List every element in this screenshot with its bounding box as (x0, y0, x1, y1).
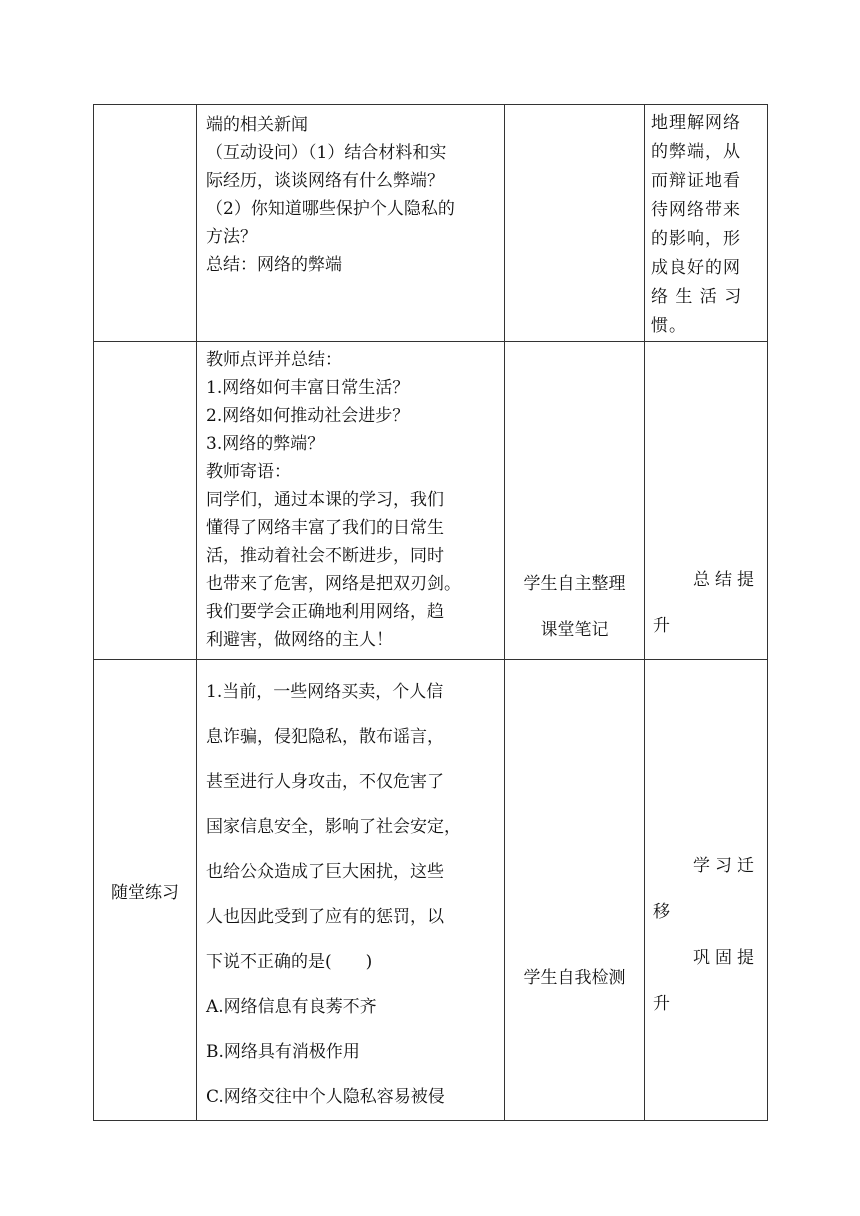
content-line: 1.网络如何丰富日常生活？ (206, 378, 410, 398)
content-cell (197, 660, 505, 1121)
content-line: （互动设问）（1）结合材料和实 (206, 143, 447, 163)
content-line: 甚至进行人身攻击，不仅危害了 (206, 772, 444, 792)
content-line: （2）你知道哪些保护个人隐私的 (206, 199, 455, 219)
content-cell (197, 105, 505, 342)
content-line: 也带来了危害，网络是把双刃剑。 (206, 574, 461, 594)
purpose-cell (645, 660, 768, 1121)
purpose-cell (645, 105, 768, 342)
purpose-line: 待网络带来 (651, 200, 741, 220)
content-line: 际经历，谈谈网络有什么弊端？ (206, 171, 444, 191)
content-line: A.网络信息有良莠不齐 (206, 997, 377, 1017)
content-line: 同学们，通过本课的学习，我们 (206, 490, 444, 510)
table-row (94, 660, 768, 1121)
content-line: 人也因此受到了应有的惩罚，以 (206, 907, 444, 927)
content-line: 下说不正确的是( ) (206, 952, 373, 972)
student-activity-line: 课堂笔记 (540, 620, 609, 640)
content-line: 息诈骗，侵犯隐私，散布谣言， (206, 727, 444, 747)
content-line: 懂得了网络丰富了我们的日常生 (206, 518, 444, 538)
content-line: 国家信息安全，影响了社会安定， (206, 817, 461, 837)
purpose-line: 而辩证地看 (651, 171, 741, 191)
student-activity-cell (505, 105, 645, 342)
content-line: 教师点评并总结： (206, 350, 342, 370)
content-line: 教师寄语： (206, 462, 291, 482)
lesson-plan-table (93, 104, 768, 1121)
content-line: 1.当前，一些网络买卖，个人信 (206, 682, 444, 702)
stage-cell (94, 105, 197, 342)
student-activity-line: 学生自我检测 (523, 967, 626, 988)
purpose-line: 巩固提 (693, 948, 759, 968)
purpose-line: 总结提 (693, 570, 759, 590)
purpose-line: 升 (653, 616, 670, 636)
purpose-line: 移 (653, 902, 670, 922)
student-activity-cell (505, 660, 645, 1121)
student-activity-line: 学生自主整理 (523, 574, 626, 594)
content-line: B.网络具有消极作用 (206, 1042, 360, 1062)
table-row (94, 342, 768, 660)
purpose-line: 的弊端，从 (651, 142, 741, 162)
purpose-line: 升 (653, 994, 670, 1014)
student-activity-cell (505, 342, 645, 660)
purpose-line: 的影响，形 (651, 229, 741, 249)
stage-cell (94, 660, 197, 1121)
content-cell (197, 342, 505, 660)
purpose-line: 成良好的网 (651, 258, 741, 278)
content-line: 端的相关新闻 (206, 115, 308, 135)
content-line: 2.网络如何推动社会进步？ (206, 406, 410, 426)
purpose-line: 惯。 (651, 316, 687, 336)
content-line: 方法？ (206, 227, 257, 247)
content-line: 3.网络的弊端？ (206, 434, 325, 454)
stage-cell (94, 342, 197, 660)
purpose-cell (645, 342, 768, 660)
content-line: C.网络交往中个人隐私容易被侵 (206, 1087, 445, 1107)
stage-label: 随堂练习 (111, 882, 179, 903)
content-line: 也给公众造成了巨大困扰，这些 (206, 862, 444, 882)
table-row (94, 105, 768, 342)
content-line: 活，推动着社会不断进步，同时 (206, 546, 444, 566)
content-line: 利避害，做网络的主人！ (206, 630, 393, 650)
content-line: 总结：网络的弊端 (206, 255, 342, 275)
purpose-line: 学习迁 (693, 856, 759, 876)
content-line: 我们要学会正确地利用网络，趋 (206, 602, 444, 622)
purpose-line: 地理解网络 (651, 113, 741, 133)
purpose-line: 络 生 活 习 (651, 287, 743, 307)
